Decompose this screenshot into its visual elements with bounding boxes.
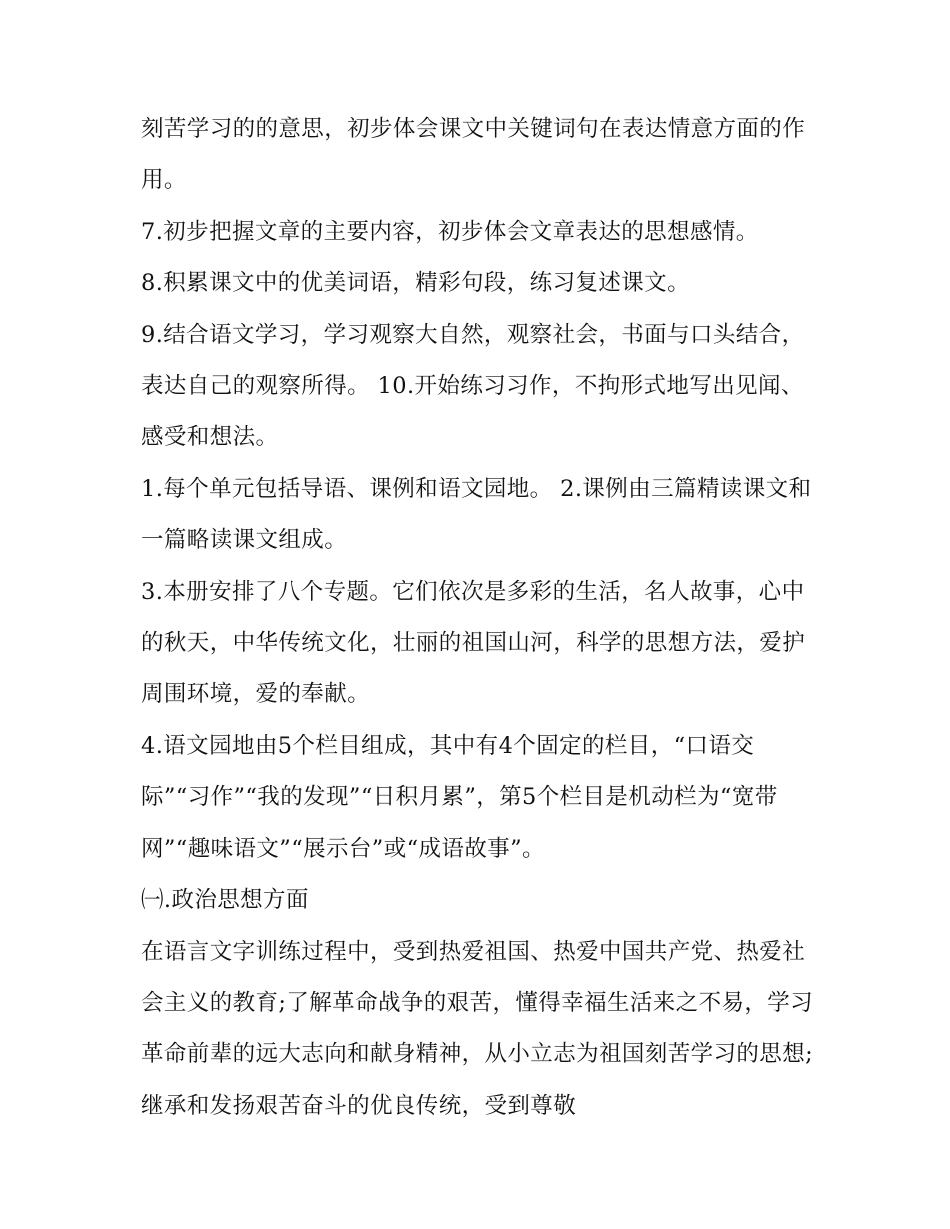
paragraph-objective-6-continued: 刻苦学习的的意思，初步体会课文中关键词句在表达情意方面的作用。 bbox=[141, 116, 806, 194]
paragraph-structure-3: 3.本册安排了八个专题。它们依次是多彩的生活，名人故事，心中的秋天，中华传统文化，壮丽的祖国山河，科学的思想方法，爱护周围环境，爱的奉献。 bbox=[141, 578, 806, 708]
document-body bbox=[141, 104, 816, 1132]
paragraph-objective-8: 8.积累课文中的优美词语，精彩句段，练习复述课文。 bbox=[141, 270, 690, 297]
paragraph-objective-9-10: 9.结合语文学习，学习观察大自然，观察社会，书面与口头结合，表达自己的观察所得。 10.开始练习习作，不拘形式地写出见闻、感受和想法。 bbox=[141, 321, 805, 451]
paragraph-political-thought: 在语言文字训练过程中，受到热爱祖国、热爱中国共产党、热爱社会主义的教育;了解革命战争的艰苦，懂得幸福生活来之不易，学习革命前辈的远大志向和献身精神，从小立志为祖国刻苦学习的思想;继承和发扬艰苦奋斗的优良传统，受到尊敬 bbox=[141, 938, 814, 1119]
paragraph-structure-4: 4.语文园地由5个栏目组成，其中有4个固定的栏目，“口语交际”“习作”“我的发现”“日积月累”，第5个栏目是机动栏为“宽带网”“趣味语文”“展示台”或“成语故事”。 bbox=[141, 732, 778, 862]
paragraph-structure-1-2: 1.每个单元包括导语、课例和语文园地。 2.课例由三篇精读课文和一篇略读课文组成。 bbox=[141, 475, 812, 554]
section-heading-political-thought: ㈠.政治思想方面 bbox=[141, 887, 309, 914]
paragraph-objective-7: 7.初步把握文章的主要内容，初步体会文章表达的思想感情。 bbox=[141, 218, 759, 245]
